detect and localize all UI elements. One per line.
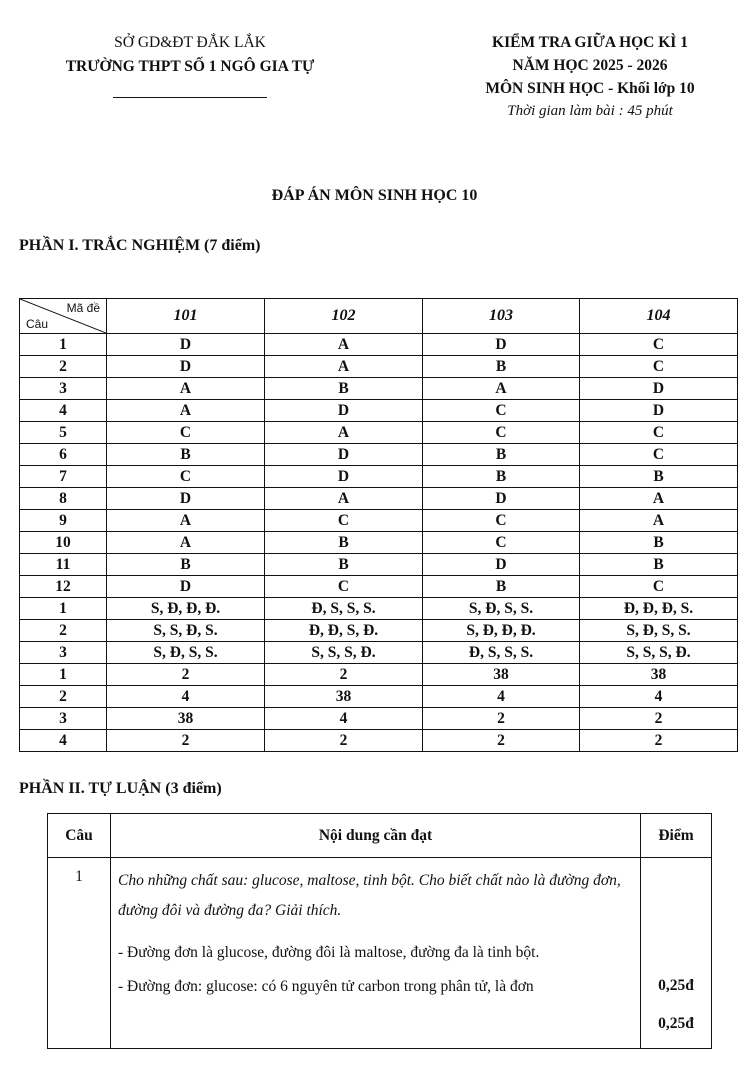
- answer-cell: 38: [107, 708, 265, 730]
- answer-cell: D: [423, 554, 580, 576]
- exam-title: KIỂM TRA GIỮA HỌC KÌ 1: [492, 34, 688, 51]
- answer-cell: C: [107, 466, 265, 488]
- essay-table: [47, 813, 712, 1049]
- essay-content: [111, 858, 641, 1049]
- answer-cell: A: [423, 378, 580, 400]
- answer-row: [20, 664, 738, 686]
- answer-row: [20, 444, 738, 466]
- answer-cell: B: [580, 554, 738, 576]
- question-number-cell: 11: [20, 554, 107, 576]
- answer-cell: A: [107, 378, 265, 400]
- answer-cell: 2: [107, 730, 265, 752]
- answer-cell: A: [580, 488, 738, 510]
- answer-cell: D: [580, 378, 738, 400]
- answer-cell: S, Đ, Đ, Đ.: [107, 598, 265, 620]
- header-left: [30, 34, 350, 98]
- question-number-cell: 12: [20, 576, 107, 598]
- answer-cell: D: [423, 334, 580, 356]
- answer-cell: Đ, S, S, S.: [423, 642, 580, 664]
- answer-cell: 2: [265, 664, 423, 686]
- answer-cell: Đ, Đ, Đ, S.: [580, 598, 738, 620]
- answer-cell: A: [265, 356, 423, 378]
- answer-cell: A: [265, 334, 423, 356]
- question-number-cell: 7: [20, 466, 107, 488]
- code-header: 103: [423, 299, 580, 334]
- question-number-cell: 1: [20, 664, 107, 686]
- question-number-cell: 5: [20, 422, 107, 444]
- answer-cell: C: [423, 532, 580, 554]
- answer-row: [20, 554, 738, 576]
- question-number-cell: 1: [20, 334, 107, 356]
- answer-row: [20, 642, 738, 664]
- answer-cell: 4: [580, 686, 738, 708]
- essay-question-number: 1: [48, 858, 111, 1049]
- question-number-cell: 2: [20, 620, 107, 642]
- answer-row: [20, 488, 738, 510]
- answer-cell: B: [265, 532, 423, 554]
- school-year: NĂM HỌC 2025 - 2026: [512, 57, 668, 74]
- code-header: 102: [265, 299, 423, 334]
- answer-cell: 2: [423, 708, 580, 730]
- answer-row: [20, 400, 738, 422]
- essay-answer-line: - Đường đơn: glucose: có 6 nguyên tử carbon trong phân tử, là đơn: [118, 978, 534, 995]
- header-right: [440, 34, 740, 125]
- essay-table-header: [48, 814, 712, 858]
- answer-cell: B: [265, 378, 423, 400]
- answer-cell: C: [107, 422, 265, 444]
- answer-row: [20, 598, 738, 620]
- question-number-cell: 9: [20, 510, 107, 532]
- answer-cell: S, Đ, S, S.: [423, 598, 580, 620]
- answer-row: [20, 378, 738, 400]
- answer-cell: D: [265, 444, 423, 466]
- question-number-cell: 1: [20, 598, 107, 620]
- question-number-cell: 2: [20, 356, 107, 378]
- answer-cell: 2: [265, 730, 423, 752]
- answer-cell: D: [107, 356, 265, 378]
- answer-row: [20, 576, 738, 598]
- answer-cell: D: [423, 488, 580, 510]
- answer-row: [20, 686, 738, 708]
- answer-cell: C: [580, 334, 738, 356]
- question-number-cell: 8: [20, 488, 107, 510]
- answer-key-table: [19, 298, 738, 752]
- answer-cell: B: [423, 444, 580, 466]
- answer-cell: C: [265, 576, 423, 598]
- answer-cell: B: [107, 554, 265, 576]
- answer-cell: B: [580, 532, 738, 554]
- question-number-cell: 6: [20, 444, 107, 466]
- answer-cell: S, Đ, S, S.: [107, 642, 265, 664]
- answer-cell: B: [265, 554, 423, 576]
- answer-cell: 4: [265, 708, 423, 730]
- answer-cell: Đ, S, S, S.: [265, 598, 423, 620]
- answer-cell: C: [423, 510, 580, 532]
- answer-cell: D: [107, 334, 265, 356]
- answer-cell: C: [423, 400, 580, 422]
- question-number-cell: 10: [20, 532, 107, 554]
- answer-cell: C: [580, 422, 738, 444]
- essay-question-text: Cho những chất sau: glucose, maltose, tinh bột. Cho biết chất nào là đường đơn, đường đôi và đường đa? Giải thích.: [118, 872, 621, 919]
- answer-cell: B: [423, 356, 580, 378]
- essay-points: [641, 858, 712, 1049]
- corner-label-question: Câu: [26, 317, 49, 331]
- answer-cell: C: [580, 444, 738, 466]
- col-header-points: Điểm: [641, 814, 712, 858]
- answer-cell: B: [580, 466, 738, 488]
- answer-cell: C: [265, 510, 423, 532]
- answer-cell: A: [107, 510, 265, 532]
- department-name: SỞ GD&ĐT ĐẮK LẮK: [114, 34, 266, 51]
- answer-row: [20, 532, 738, 554]
- answer-cell: 38: [265, 686, 423, 708]
- answer-cell: 2: [580, 730, 738, 752]
- answer-cell: C: [580, 576, 738, 598]
- answer-cell: S, Đ, S, S.: [580, 620, 738, 642]
- answer-cell: B: [423, 576, 580, 598]
- answer-cell: 2: [580, 708, 738, 730]
- answer-cell: 2: [107, 664, 265, 686]
- answer-cell: B: [107, 444, 265, 466]
- answer-cell: S, S, Đ, S.: [107, 620, 265, 642]
- essay-answer-line: - Đường đơn là glucose, đường đôi là maltose, đường đa là tinh bột.: [118, 944, 540, 961]
- answer-cell: 38: [580, 664, 738, 686]
- answer-row: [20, 620, 738, 642]
- answer-cell: 38: [423, 664, 580, 686]
- part1-heading: PHẦN I. TRẮC NGHIỆM (7 điểm): [19, 237, 261, 254]
- col-header-content: Nội dung cần đạt: [111, 814, 641, 858]
- answer-cell: C: [580, 356, 738, 378]
- points-value: 0,25đ: [658, 977, 694, 994]
- answer-table-header: [20, 299, 738, 334]
- exam-duration: Thời gian làm bài : 45 phút: [507, 103, 673, 119]
- answer-cell: S, S, S, Đ.: [265, 642, 423, 664]
- question-number-cell: 3: [20, 378, 107, 400]
- answer-cell: D: [580, 400, 738, 422]
- answer-cell: A: [265, 488, 423, 510]
- answer-row: [20, 422, 738, 444]
- question-number-cell: 3: [20, 708, 107, 730]
- answer-cell: 4: [423, 686, 580, 708]
- answer-cell: A: [580, 510, 738, 532]
- answer-cell: D: [265, 466, 423, 488]
- question-number-cell: 3: [20, 642, 107, 664]
- answer-row: [20, 730, 738, 752]
- question-number-cell: 4: [20, 730, 107, 752]
- corner-cell: [20, 299, 107, 334]
- points-value: 0,25đ: [658, 1015, 694, 1032]
- answer-row: [20, 356, 738, 378]
- col-header-question: Câu: [48, 814, 111, 858]
- question-number-cell: 2: [20, 686, 107, 708]
- answer-row: [20, 466, 738, 488]
- answer-cell: D: [107, 488, 265, 510]
- answer-row: [20, 708, 738, 730]
- answer-cell: 4: [107, 686, 265, 708]
- answer-cell: B: [423, 466, 580, 488]
- header-underline: [113, 97, 267, 98]
- answer-cell: A: [107, 532, 265, 554]
- code-header: 104: [580, 299, 738, 334]
- subject-grade: MÔN SINH HỌC - Khối lớp 10: [485, 80, 695, 97]
- essay-row: [48, 858, 712, 1049]
- answer-cell: D: [265, 400, 423, 422]
- page-title: ĐÁP ÁN MÔN SINH HỌC 10: [271, 187, 478, 204]
- answer-cell: S, S, S, Đ.: [580, 642, 738, 664]
- answer-cell: A: [265, 422, 423, 444]
- answer-cell: C: [423, 422, 580, 444]
- answer-cell: S, Đ, Đ, Đ.: [423, 620, 580, 642]
- corner-label-code: Mã đề: [66, 301, 100, 315]
- answer-cell: Đ, Đ, S, Đ.: [265, 620, 423, 642]
- answer-row: [20, 510, 738, 532]
- code-header: 101: [107, 299, 265, 334]
- part2-heading: PHẦN II. TỰ LUẬN (3 điểm): [19, 780, 222, 797]
- school-name: TRƯỜNG THPT SỐ 1 NGÔ GIA TỰ: [65, 58, 315, 75]
- answer-cell: A: [107, 400, 265, 422]
- answer-cell: D: [107, 576, 265, 598]
- question-number-cell: 4: [20, 400, 107, 422]
- answer-cell: 2: [423, 730, 580, 752]
- answer-row: [20, 334, 738, 356]
